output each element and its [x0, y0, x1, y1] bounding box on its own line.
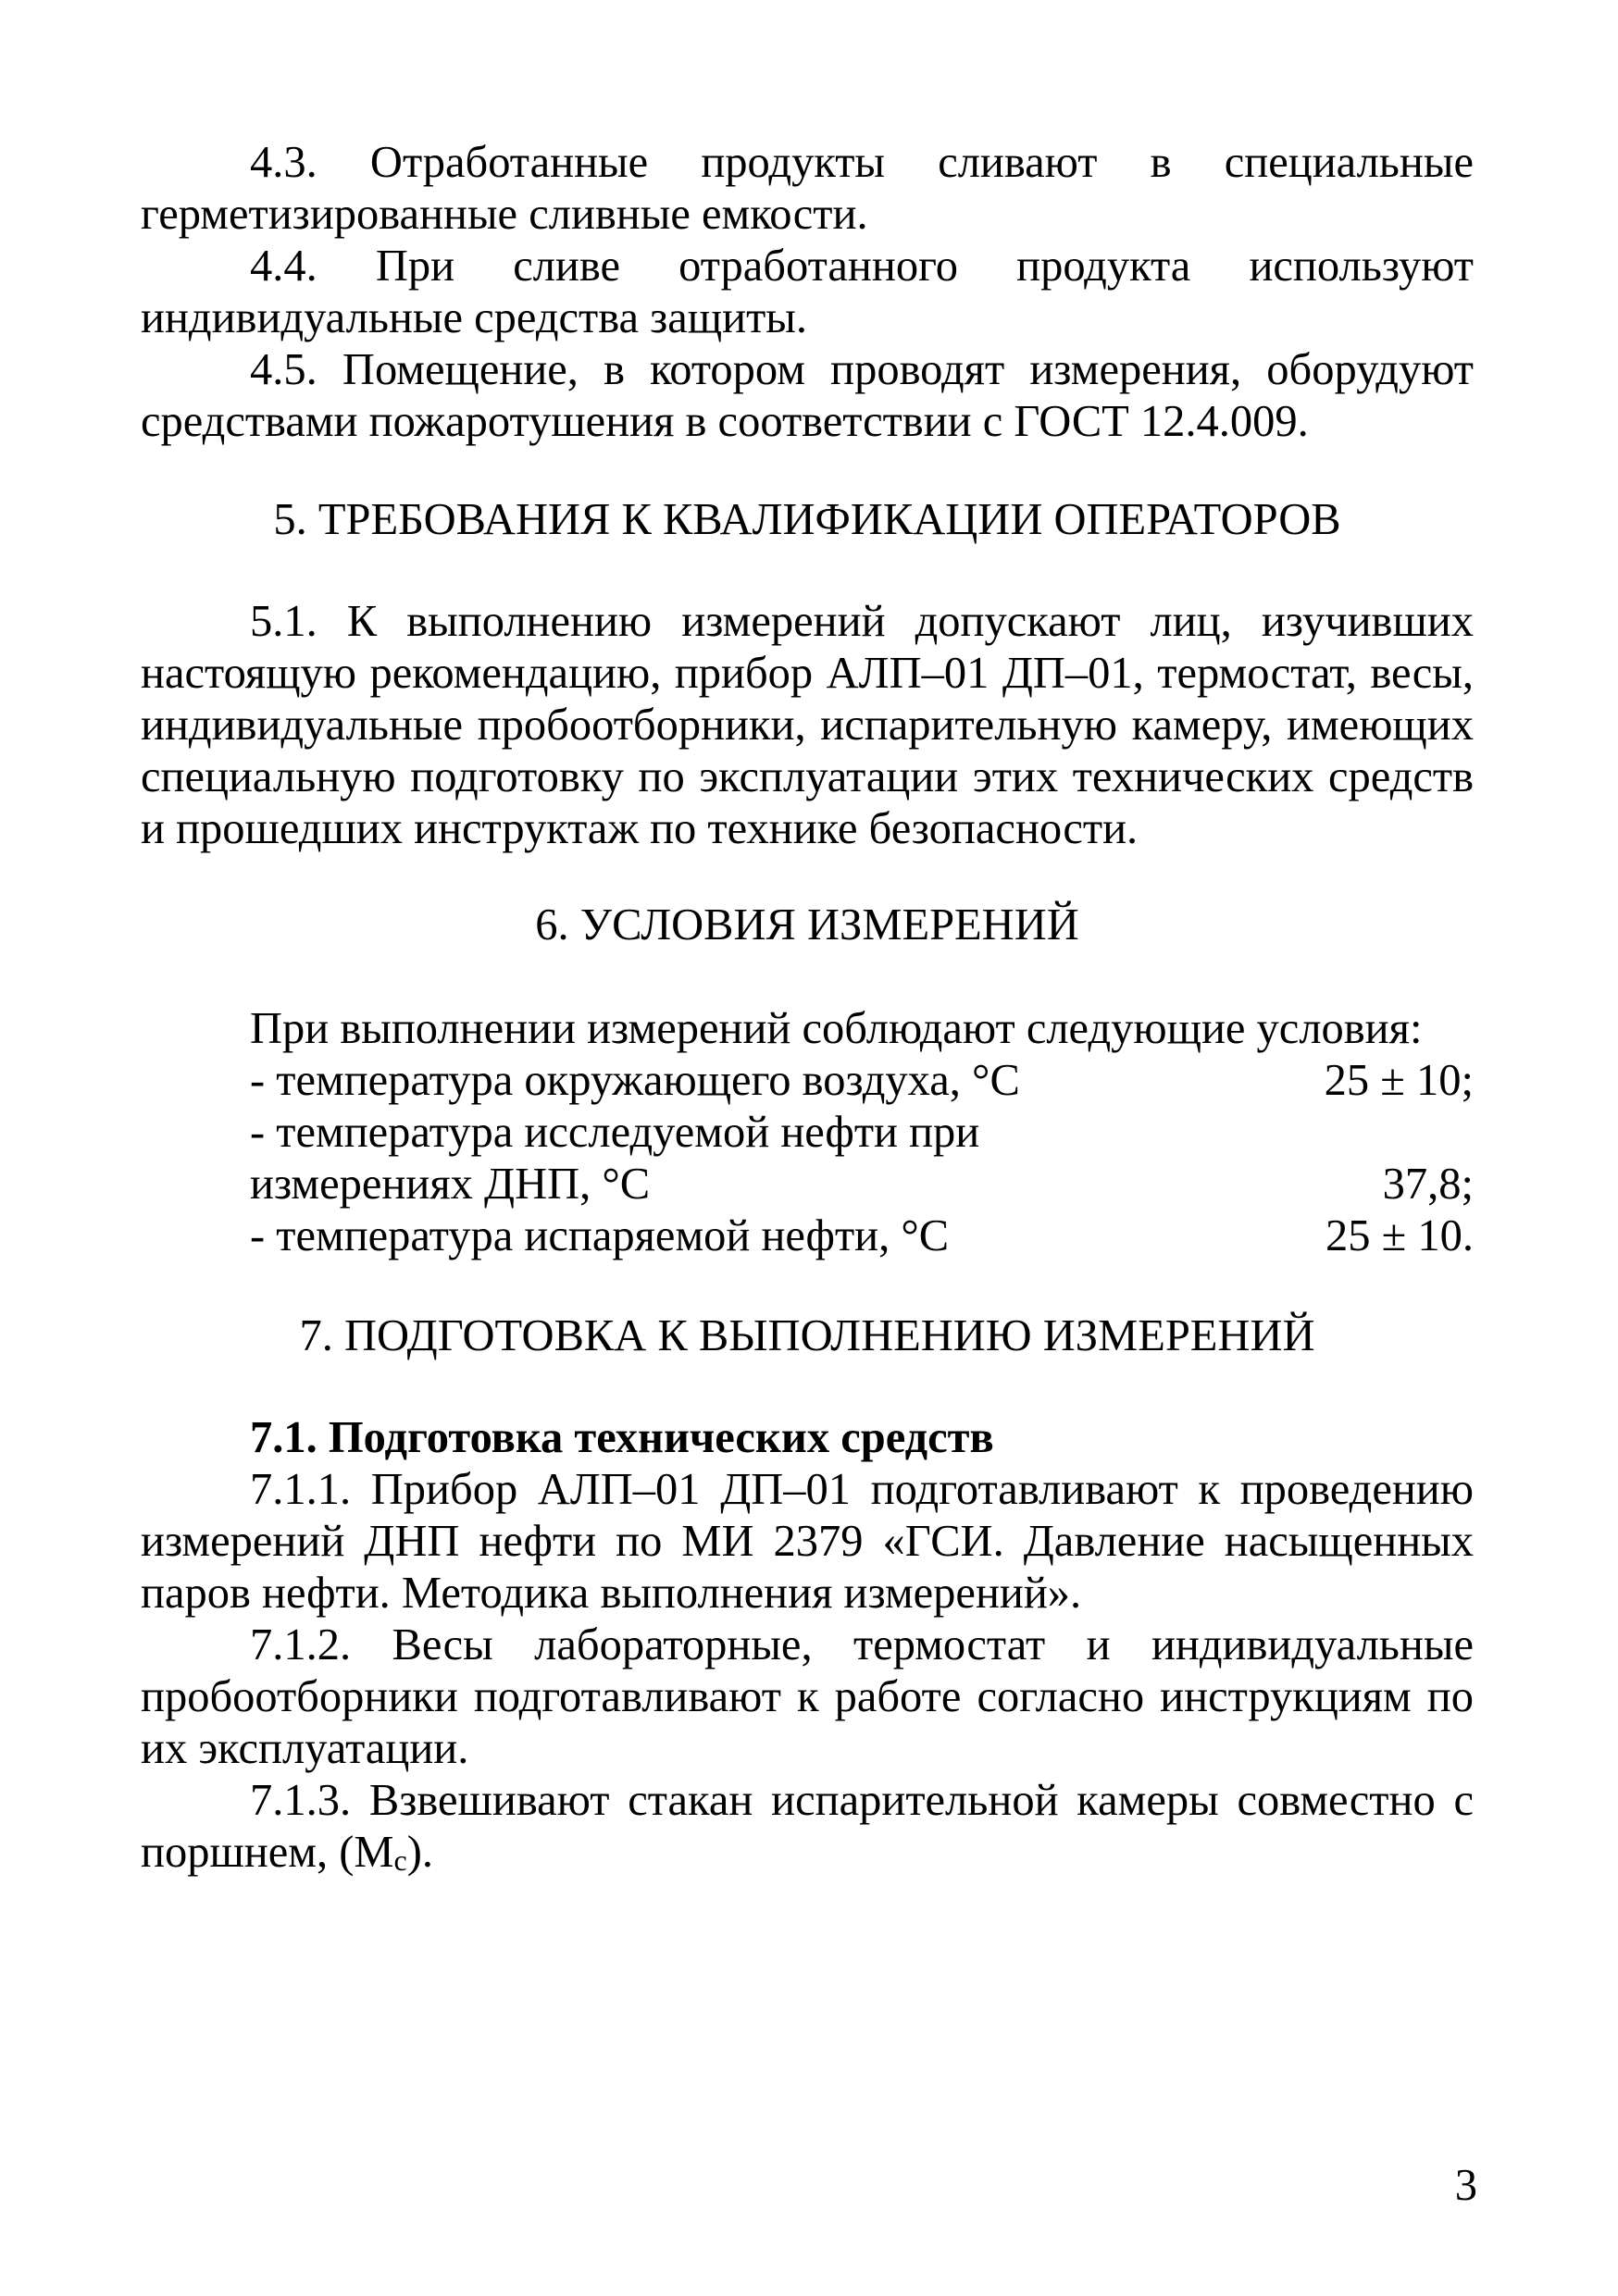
page-number: 3	[1454, 2161, 1477, 2210]
paragraph-4-5: 4.5. Помещение, в котором проводят измерения, оборудуют средствами пожаротушения в соответствии с ГОСТ 12.4.009.	[141, 345, 1474, 446]
condition-row	[250, 1055, 1474, 1107]
section-heading-6: 6. УСЛОВИЯ ИЗМЕРЕНИЙ	[535, 900, 1079, 949]
paragraph-7-1-1: 7.1.1. Прибор АЛП–01 ДП–01 подготавливают к проведению измерений ДНП нефти по МИ 2379 «ГСИ. Давление насыщенных паров нефти. Методика выполнения измерений».	[141, 1465, 1474, 1618]
condition-label: - температура окружающего воздуха, °С	[250, 1056, 1020, 1105]
conditions-list	[250, 1003, 1474, 1262]
paragraph-4-4: 4.4. При сливе отработанного продукта используют индивидуальные средства защиты.	[141, 242, 1474, 342]
paragraph-7-1-3-text: 7.1.3. Взвешивают стакан испарительной камеры совместно с поршнем, (M	[141, 1776, 1474, 1877]
condition-row	[250, 1159, 1474, 1210]
paragraph-4-3: 4.3. Отработанные продукты сливают в специальные герметизированные сливные емкости.	[141, 138, 1474, 239]
condition-label: измерениях ДНП, °С	[250, 1160, 651, 1209]
section-heading-7: 7. ПОДГОТОВКА К ВЫПОЛНЕНИЮ ИЗМЕРЕНИЙ	[299, 1311, 1315, 1360]
condition-value: 25 ± 10;	[1324, 1056, 1474, 1105]
paragraph-5-1: 5.1. К выполнению измерений допускают лиц, изучивших настоящую рекомендацию, прибор АЛП–01 ДП–01, термостат, весы, индивидуальные пробоотборники, испарительную камеру, имеющих специальную подготовку по эксплуатации этих технических средств и прошедших инструктаж по технике безопасности.	[141, 597, 1474, 853]
condition-label: - температура исследуемой нефти при	[250, 1108, 980, 1157]
document-page	[141, 137, 1474, 1879]
conditions-intro-row	[250, 1003, 1474, 1055]
condition-label: - температура испаряемой нефти, °С	[250, 1211, 950, 1260]
condition-row	[250, 1107, 1474, 1159]
condition-value: 25 ± 10.	[1326, 1211, 1474, 1260]
paragraph-7-1-3	[141, 1775, 1474, 1879]
condition-row	[250, 1210, 1474, 1262]
mass-subscript: c	[393, 1843, 407, 1877]
section-heading-5: 5. ТРЕБОВАНИЯ К КВАЛИФИКАЦИИ ОПЕРАТОРОВ	[273, 495, 1341, 544]
paragraph-7-1-2: 7.1.2. Весы лабораторные, термостат и индивидуальные пробоотборники подготавливают к работе согласно инструкциям по их эксплуатации.	[141, 1620, 1474, 1773]
subsection-heading-7-1: 7.1. Подготовка технических средств	[250, 1413, 994, 1462]
paragraph-7-1-3-end: ).	[406, 1828, 433, 1877]
conditions-intro: При выполнении измерений соблюдают следующие условия:	[250, 1004, 1423, 1053]
condition-value: 37,8;	[1382, 1160, 1474, 1209]
